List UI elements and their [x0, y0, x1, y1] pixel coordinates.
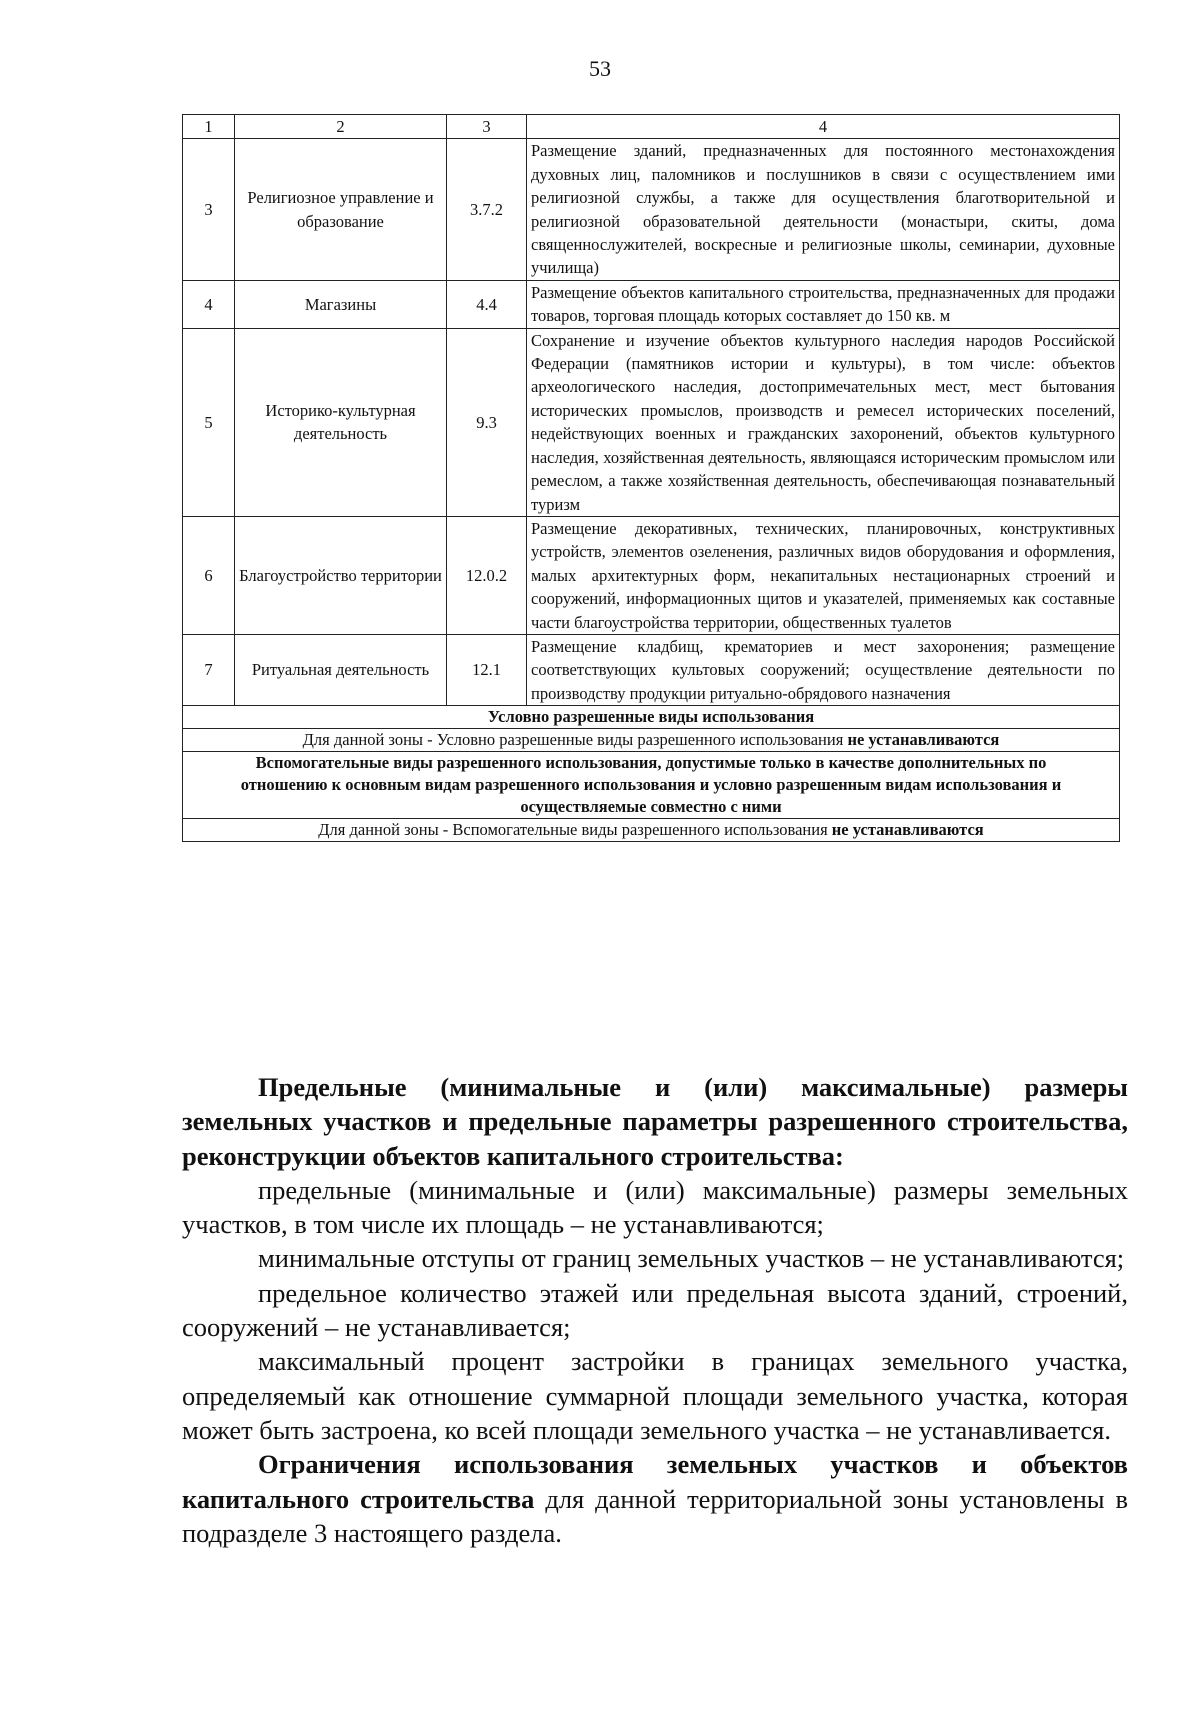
header-cell: 1 [183, 115, 235, 139]
use-type-description: Размещение декоративных, технических, планировочных, конструктивных устройств, элементов озеленения, различных видов оборудования и оформления, малых архитектурных форм, некапитальных нестационарных строений и сооружений, информационных щитов и указателей, применяемых как составные части благоустройства территории, общественных туалетов [527, 516, 1120, 634]
use-type-code: 12.0.2 [447, 516, 527, 634]
conditional-note-row [183, 729, 1120, 752]
conditional-note-bold: не устанавливаются [847, 730, 1000, 750]
table-row [183, 634, 1120, 705]
row-number: 6 [183, 516, 235, 634]
header-cell: 3 [447, 115, 527, 139]
table-row [183, 280, 1120, 328]
land-use-table [182, 114, 1120, 842]
use-type-name: Магазины [235, 280, 447, 328]
paragraph-setbacks: минимальные отступы от границ земельных участков – не устанавливаются; [258, 1243, 1125, 1274]
use-type-code: 12.1 [447, 634, 527, 705]
paragraph-restrictions [182, 1447, 1128, 1550]
auxiliary-note-row [183, 819, 1120, 842]
restrictions-text: для данной территориальной зоны установлены в подразделе 3 настоящего раздела. [182, 1483, 1128, 1548]
row-number: 4 [183, 280, 235, 328]
paragraph-floors: предельное количество этажей или предельная высота зданий, строений, сооружений – не устанавливается; [182, 1277, 1128, 1343]
restrictions-bold-text: Ограничения использования земельных участков и объектов капитального строительства [182, 1449, 1128, 1514]
use-type-description: Размещение зданий, предназначенных для постоянного местонахождения духовных лиц, паломников и послушников в связи с осуществлением ими религиозной службы, а также для осуществления благотворительной и религиозной образовательной деятельности (монастыри, скиты, дома священнослужителей, воскресные и религиозные школы, семинарии, духовные училища) [527, 139, 1120, 280]
use-type-description: Размещение объектов капитального строительства, предназначенных для продажи товаров, торговая площадь которых составляет до 150 кв. м [527, 280, 1120, 328]
paragraph-plot-sizes: предельные (минимальные и (или) максимальные) размеры земельных участков, в том числе их площадь – не устанавливаются; [182, 1174, 1128, 1240]
body-text [182, 1070, 1128, 1550]
table-row [183, 516, 1120, 634]
auxiliary-uses-heading: Вспомогательные виды разрешенного использования, допустимые только в качестве дополнительных по отношению к основным видам разрешенного использования и условно разрешенным видам использования и осуществляемые совместно с ними [183, 752, 1120, 819]
use-type-name: Историко-культурная деятельность [235, 328, 447, 516]
auxiliary-uses-note [183, 819, 1120, 842]
use-type-description: Размещение кладбищ, крематориев и мест захоронения; размещение соответствующих культовых сооружений; осуществление деятельности по производству продукции ритуально-обрядового назначения [527, 634, 1120, 705]
conditional-note-text: Для данной зоны - Условно разрешенные виды разрешенного использования [302, 730, 848, 750]
row-number: 3 [183, 139, 235, 280]
auxiliary-note-bold: не устанавливаются [831, 820, 984, 840]
conditional-heading-row [183, 706, 1120, 729]
paragraph-coverage: максимальный процент застройки в границах земельного участка, определяемый как отношение суммарной площади земельного участка, которая может быть застроена, ко всей площади земельного участка – не устанавливается. [182, 1346, 1128, 1445]
use-type-name: Религиозное управление и образование [235, 139, 447, 280]
conditional-uses-note [183, 729, 1120, 752]
table-header-row [183, 115, 1120, 139]
limits-heading: Предельные (минимальные и (или) максимальные) размеры земельных участков и предельные параметры разрешенного строительства, реконструкции объектов капитального строительства: [182, 1072, 1128, 1171]
conditional-uses-heading: Условно разрешенные виды использования [183, 706, 1120, 729]
header-cell: 2 [235, 115, 447, 139]
auxiliary-heading-row [183, 752, 1120, 819]
use-type-description: Сохранение и изучение объектов культурного наследия народов Российской Федерации (памятников истории и культуры), в том числе: объектов археологического наследия, достопримечательных мест, мест бытования исторических промыслов, производств и ремесел исторических поселений, недействующих военных и гражданских захоронений, объектов культурного наследия, хозяйственная деятельность, являющаяся историческим промыслом или ремеслом, а также хозяйственная деятельность, обеспечивающая познавательный туризм [527, 328, 1120, 516]
use-type-name: Благоустройство территории [235, 516, 447, 634]
header-cell: 4 [527, 115, 1120, 139]
use-type-code: 9.3 [447, 328, 527, 516]
row-number: 7 [183, 634, 235, 705]
table-row [183, 328, 1120, 516]
page-number: 53 [589, 56, 611, 81]
row-number: 5 [183, 328, 235, 516]
table-row [183, 139, 1120, 280]
auxiliary-note-text: Для данной зоны - Вспомогательные виды разрешенного использования [318, 820, 832, 840]
use-type-code: 4.4 [447, 280, 527, 328]
use-type-name: Ритуальная деятельность [235, 634, 447, 705]
use-type-code: 3.7.2 [447, 139, 527, 280]
